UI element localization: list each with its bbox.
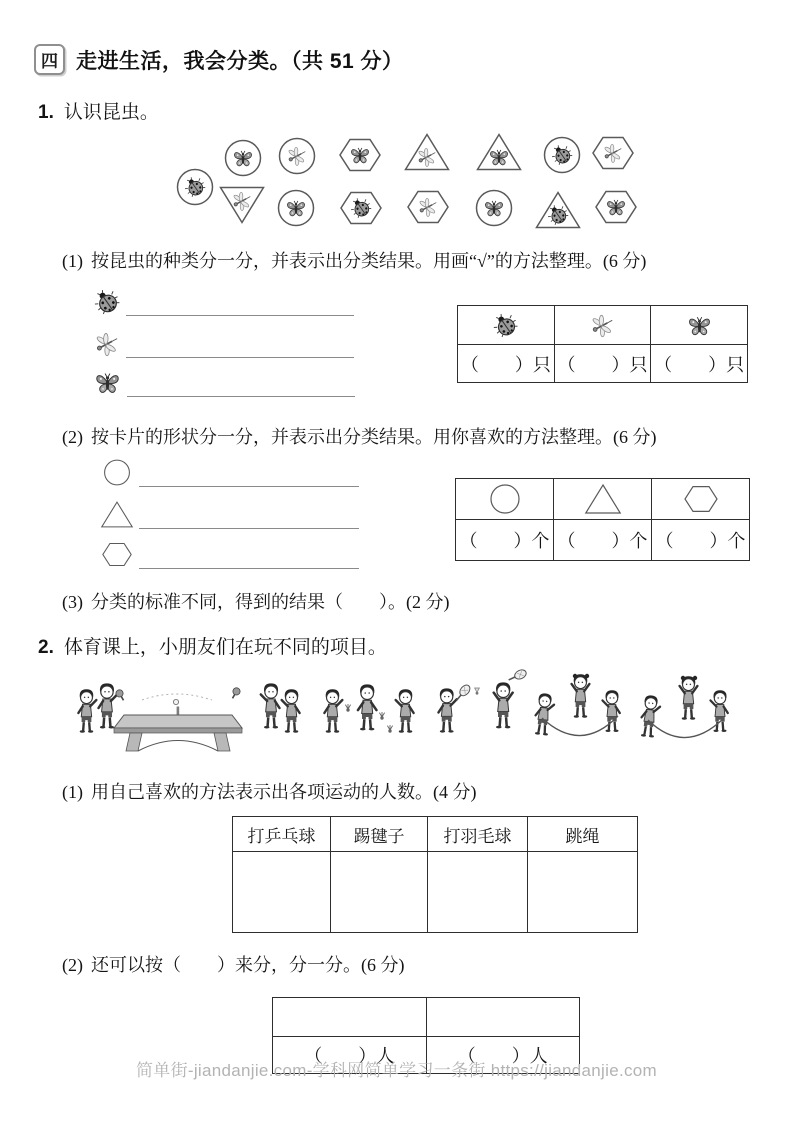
header-cell-jumprope: 跳绳 [528, 817, 638, 852]
answer-line [139, 527, 359, 529]
insect-card-hexagon-dragonfly [404, 187, 452, 227]
insect-card-circle-butterfly [272, 188, 320, 228]
sports-answer-row [233, 852, 638, 933]
q1-sub2-label: (2) [62, 427, 83, 447]
count-cell: （ ）人 [273, 1037, 427, 1074]
header-cell-circle [456, 479, 554, 520]
hexagon-shape-icon [100, 540, 134, 569]
hexagon-shape-slot [100, 540, 134, 569]
question-1-line [38, 97, 159, 124]
q2-sub2-label: (2) [62, 955, 83, 975]
ladybug-icon-slot [93, 288, 121, 316]
ladybug-icon [547, 204, 570, 227]
dragonfly-icon [589, 312, 616, 339]
count-cell: （ ）个 [652, 520, 750, 561]
fill-row-triangle [100, 500, 359, 529]
group-shuttlecock-kicking [324, 684, 413, 732]
insect-card-triangle-dragonfly [403, 132, 451, 172]
dragonfly-icon [602, 142, 625, 165]
insect-card-circle-ladybug [538, 135, 586, 175]
dragonfly-icon-slot [93, 330, 121, 358]
insect-card-hexagon-butterfly [592, 187, 640, 227]
question-2-text: 体育课上，小朋友们在玩不同的项目。 [63, 637, 387, 658]
sports-count-table [232, 816, 638, 933]
count-cell: （ ）个 [554, 520, 652, 561]
header-cell-hexagon [652, 479, 750, 520]
q2-sub2-text: 还可以按（ ）来分，分一分。(6 分) [91, 955, 405, 975]
watermark-footer: 简单街-jiandanjie.com-学科网简单学习一条街 https://jiandanjie.com [135, 1061, 658, 1080]
group-jump-rope-2 [640, 676, 728, 738]
q2-sub1-text: 用自己喜欢的方法表示出各项运动的人数。(4 分) [91, 782, 477, 802]
butterfly-icon [686, 312, 713, 339]
ladybug-icon [93, 288, 121, 316]
dragonfly-icon [93, 330, 121, 358]
question-1-number: 1. [38, 102, 54, 123]
group-jump-rope-1 [534, 674, 620, 736]
answer-cell [428, 852, 528, 933]
dragonfly-icon [286, 145, 309, 168]
answer-line [127, 395, 355, 397]
insect-card-circle-dragonfly [273, 136, 321, 176]
regroup-top-row [273, 998, 580, 1037]
triangle-shape-icon [583, 483, 623, 515]
q1-sub3-label: (3) [62, 592, 83, 612]
fill-row-hexagon [100, 540, 359, 569]
group-badminton [438, 668, 527, 733]
butterfly-icon-slot [93, 368, 122, 397]
ladybug-icon [350, 197, 373, 220]
triangle-shape-icon [100, 500, 134, 529]
q1-sub1-label: (1) [62, 251, 83, 271]
question-2-line [38, 632, 387, 659]
fill-row-butterfly [93, 368, 355, 397]
q2-sub1-line [62, 778, 477, 804]
dragonfly-icon [417, 196, 440, 219]
insect-cards-panel [160, 128, 665, 240]
insect-card-circle-butterfly [219, 138, 267, 178]
section-title: 走进生活，我会分类。（共 51 分） [76, 49, 404, 73]
insect-card-triangle-butterfly [475, 132, 523, 172]
count-cell: （ ）个 [456, 520, 554, 561]
answer-cell [273, 998, 427, 1037]
pe-activities-illustration [72, 666, 762, 763]
header-cell-pingpong: 打乒乓球 [233, 817, 331, 852]
q2-sub2-line [62, 951, 405, 977]
answer-cell [528, 852, 638, 933]
header-cell-ladybug [458, 306, 555, 345]
butterfly-icon [488, 146, 511, 169]
shape-count-answer-row [456, 520, 750, 561]
answer-cell [426, 998, 580, 1037]
answer-line [139, 485, 359, 487]
insect-count-header-row [458, 306, 748, 345]
insect-card-hexagon-dragonfly [589, 133, 637, 173]
q1-sub3-text: 分类的标准不同，得到的结果（ ）。(2 分) [91, 592, 450, 612]
question-1-text: 认识昆虫。 [63, 102, 159, 123]
butterfly-icon [285, 197, 308, 220]
q2-sub1-label: (1) [62, 782, 83, 802]
ladybug-icon [551, 144, 574, 167]
count-cell: （ ）只 [458, 345, 555, 383]
insect-count-answer-row [458, 345, 748, 383]
answer-line [126, 314, 354, 316]
hexagon-shape-icon [681, 483, 721, 515]
answer-cell [233, 852, 331, 933]
insect-card-circle-butterfly [470, 188, 518, 228]
header-cell-jianzi: 踢毽子 [331, 817, 428, 852]
insect-card-triangle-down-dragonfly [218, 185, 266, 225]
circle-shape-icon [100, 458, 134, 487]
triangle-shape-slot [100, 500, 134, 529]
header-cell-dragonfly [554, 306, 651, 345]
butterfly-icon [349, 144, 372, 167]
section-number-badge: 四 [34, 44, 65, 75]
question-2-number: 2. [38, 637, 54, 658]
butterfly-icon [605, 196, 628, 219]
insect-card-hexagon-ladybug [337, 188, 385, 228]
butterfly-icon [93, 368, 122, 397]
shape-count-table [455, 478, 750, 561]
answer-line [126, 356, 354, 358]
insect-card-hexagon-butterfly [336, 135, 384, 175]
answer-line [139, 567, 359, 569]
count-cell: （ ）人 [426, 1037, 580, 1074]
q1-sub2-text: 按卡片的形状分一分，并表示出分类结果。用你喜欢的方法整理。(6 分) [91, 427, 657, 447]
q1-sub1-line [62, 247, 646, 273]
insect-card-triangle-ladybug [534, 190, 582, 230]
header-cell-butterfly [651, 306, 748, 345]
dragonfly-icon [231, 190, 254, 213]
sports-header-row [233, 817, 638, 852]
fill-row-dragonfly [93, 330, 354, 358]
insect-card-circle-ladybug [171, 167, 219, 207]
fill-row-circle [100, 458, 359, 487]
q1-sub1-text: 按昆虫的种类分一分，并表示出分类结果。用画“√”的方法整理。(6 分) [91, 251, 647, 271]
q1-sub2-line [62, 423, 657, 449]
group-table-tennis [78, 683, 299, 751]
q1-sub3-line [62, 588, 450, 614]
butterfly-icon [232, 147, 255, 170]
answer-cell [331, 852, 428, 933]
section-header [34, 44, 404, 75]
ladybug-icon [184, 176, 207, 199]
count-cell: （ ）只 [651, 345, 748, 383]
butterfly-icon [483, 197, 506, 220]
fill-row-ladybug [93, 288, 354, 316]
header-cell-badminton: 打羽毛球 [428, 817, 528, 852]
circle-shape-icon [485, 483, 525, 515]
header-cell-triangle [554, 479, 652, 520]
ladybug-icon [492, 312, 519, 339]
count-cell: （ ）只 [554, 345, 651, 383]
shape-count-header-row [456, 479, 750, 520]
dragonfly-icon [416, 146, 439, 169]
insect-count-table [457, 305, 748, 383]
circle-shape-slot [100, 458, 134, 487]
